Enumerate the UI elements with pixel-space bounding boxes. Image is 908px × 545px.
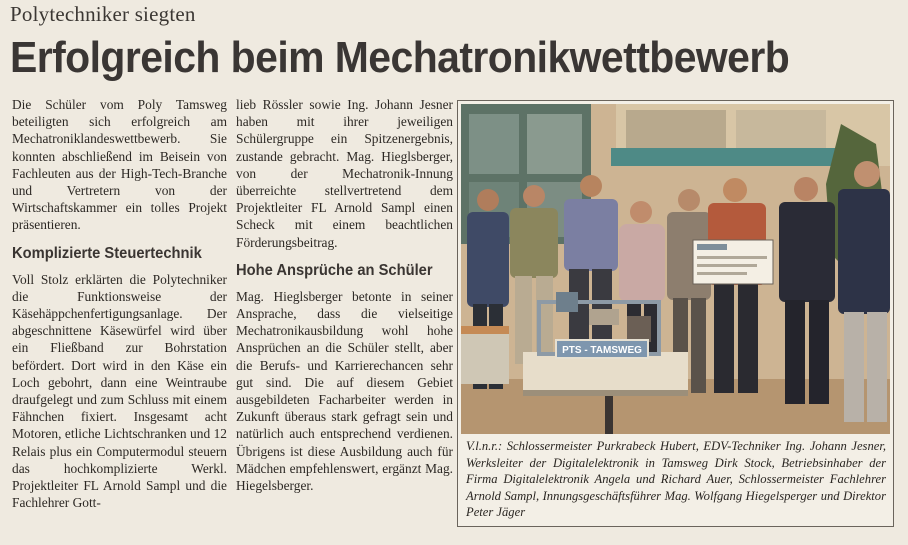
article-column-1 <box>12 96 227 511</box>
body-paragraph-3: Mag. Hieglsberger betonte in seiner Ansprache, dass die vielseitige Mechatronikausbildung wohl hohe Ansprüchen an die Schüler stellt, aber die Berufs- und Karrierechancen sehr gut sind. Die auf diesem Gebiet ausgebildeten Facharbeiter werden in Zukunft überaus stark gefragt sein und natürlich auch entsprechend verdienen. Übrigens ist diese Ausbildung auch für Mädchen empfehlenswert, ergänzt Mag. Hiegelsberger. <box>236 288 453 494</box>
photo-illustration <box>461 104 890 434</box>
body-paragraph-1: Voll Stolz erklärten die Polytechniker die Funktionsweise der Käsehäppchenfertigungsanlage. Der abgeschnittene Käsewürfel wird über ein Fließband zur Bohrstation befördert. Dort wird in den Käse ein Loch gebohrt, dann eine Weintraube draufgelegt und zum Schluss mit einem Fähnchen fixiert. Insgesamt acht Motoren, etliche Lichtschranken und 12 Relais plus ein Computermodul steuern das hochkomplizierte Werkl. Projektleiter FL Arnold Sampl und die Fachlehrer Gott- <box>12 271 227 511</box>
section-heading-1: Komplizierte Steuertechnik <box>12 244 202 262</box>
headline: Erfolgreich beim Mechatronikwettbewerb <box>10 33 790 82</box>
article-column-2 <box>236 96 453 494</box>
photo-with-caption <box>457 100 894 527</box>
intro-paragraph: Die Schüler vom Poly Tamsweg beteiligten sich erfolgreich am Mechatroniklandeswettbewerb. Sie konnten abschließend im Beisein von Fachleuten aus der High-Tech-Branche und Vertretern von der Wirtschaftskammer ein tolles Projekt präsentieren. <box>12 97 227 233</box>
machine-sign: PTS - TAMSWEG <box>562 345 642 356</box>
person-8 <box>838 161 890 422</box>
photo-caption: V.l.n.r.: Schlossermeister Purkrabeck Hubert, EDV-Techniker Ing. Johann Jesner, Werksleiter der Digitalelektronik in Tamsweg Dirk Stock, Betriebsinhaber der Firma Digitalelektronik Angela und Richard Auer, Schlossermeister Fachlehrer Arnold Sampl, Innungsgeschäftsführer Mag. Wolfgang Hiegelsperger und Direktor Peter Jäger <box>466 439 886 519</box>
kicker: Polytechniker siegten <box>10 2 196 26</box>
group-photo <box>461 104 890 434</box>
section-heading-2: Hohe Ansprüche an Schüler <box>236 261 433 279</box>
body-paragraph-2: lieb Rössler sowie Ing. Johann Jesner haben mit ihrer jeweiligen Schülergruppe ein Spitzenergebnis, zustande gebracht. Mag. Hieglsberger, von der Mechatronik-Innung überreichte stellvertretend dem Projektleiter FL Arnold Sampl einen Scheck mit einem beachtlichen Förderungsbeitrag. <box>236 97 453 250</box>
cheque <box>693 240 773 284</box>
